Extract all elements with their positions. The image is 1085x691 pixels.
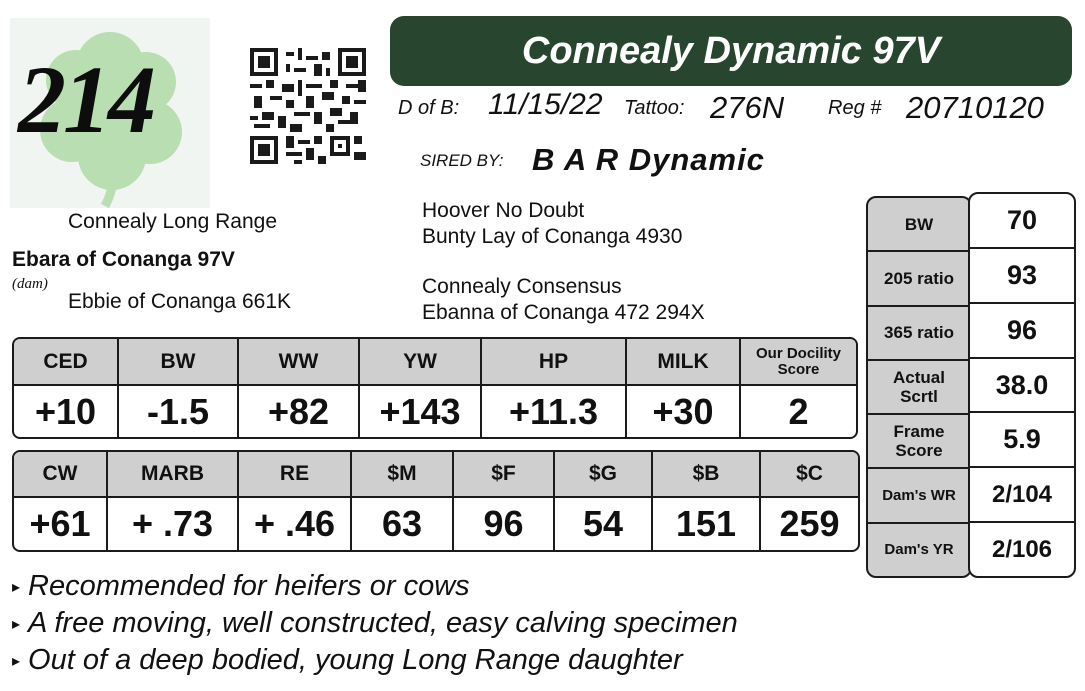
epd-header: RE	[239, 452, 352, 496]
note-text: A free moving, well constructed, easy calving specimen	[28, 607, 738, 639]
note-text: Recommended for heifers or cows	[28, 570, 470, 602]
epd-value: 96	[454, 498, 555, 550]
perf-value: 70	[970, 194, 1074, 249]
epd-value: +11.3	[482, 386, 627, 437]
epd-header: YW	[360, 339, 482, 384]
bullet-triangle-icon: ▸	[12, 578, 21, 596]
note-item	[12, 644, 683, 677]
epd-header: $B	[653, 452, 761, 496]
perf-value: 2/104	[970, 468, 1074, 523]
epd-header: MARB	[108, 452, 239, 496]
epd-header: CED	[14, 339, 119, 384]
dam-sire: Connealy Long Range	[68, 210, 277, 233]
epd-header: $C	[796, 462, 823, 485]
epd-value: 54	[555, 498, 653, 550]
sire-name: B A R Dynamic	[532, 142, 765, 177]
epd-value: +10	[14, 386, 119, 437]
epd-table-top	[12, 337, 858, 439]
bullet-triangle-icon: ▸	[12, 652, 21, 670]
perf-label: Dam's WR	[868, 469, 970, 523]
epd-header: MILK	[627, 339, 741, 384]
epd-value: +61	[14, 498, 108, 550]
perf-label: Actual Scrtl	[868, 361, 970, 415]
qr-code-icon	[250, 48, 366, 164]
epd-value: + .73	[108, 498, 239, 550]
perf-label: 365 ratio	[868, 307, 970, 361]
docility-header: Our Docility Score	[755, 344, 841, 378]
perf-value: 96	[970, 304, 1074, 359]
note-item	[12, 570, 470, 603]
sire-dam-sire: Connealy Consensus	[422, 275, 622, 298]
tattoo-label: Tattoo:	[624, 97, 685, 119]
perf-label: Frame Score	[868, 415, 970, 469]
sired-by-label: SIRED BY:	[420, 151, 504, 170]
epd-value: +143	[360, 386, 482, 437]
epd-bottom-value-row	[14, 498, 858, 550]
epd-value: 63	[352, 498, 454, 550]
bullet-triangle-icon: ▸	[12, 615, 21, 633]
epd-value: +30	[627, 386, 741, 437]
epd-value: + .46	[239, 498, 352, 550]
note-text: Out of a deep bodied, young Long Range daughter	[28, 644, 683, 676]
epd-bottom-header-row	[14, 452, 858, 498]
bull-name-banner	[390, 16, 1072, 86]
perf-value: 38.0	[970, 359, 1074, 414]
bull-name: Connealy Dynamic 97V	[521, 29, 941, 72]
docility-value: 2	[788, 390, 809, 432]
epd-header: CW	[14, 452, 108, 496]
epd-header: $F	[454, 452, 555, 496]
perf-label: 205 ratio	[868, 252, 970, 306]
tattoo-value: 276N	[710, 90, 785, 125]
reg-label: Reg #	[828, 97, 882, 119]
perf-value: 2/106	[991, 535, 1053, 563]
sire-dam-dam: Ebanna of Conanga 472 294X	[422, 301, 705, 324]
epd-table-bottom	[12, 450, 860, 552]
perf-value: 93	[970, 249, 1074, 304]
dam-label: (dam)	[12, 276, 48, 292]
epd-header: $G	[555, 452, 653, 496]
epd-value: 259	[779, 503, 840, 544]
dob-value: 11/15/22	[488, 88, 603, 121]
perf-label: BW	[868, 198, 970, 252]
epd-header: BW	[119, 339, 239, 384]
epd-header: HP	[482, 339, 627, 384]
dam-name: Ebara of Conanga 97V	[12, 248, 235, 271]
epd-value: -1.5	[119, 386, 239, 437]
perf-label: Dam's YR	[884, 541, 954, 559]
lot-number: 214	[18, 46, 153, 153]
epd-value: 151	[653, 498, 761, 550]
performance-values	[968, 192, 1076, 578]
dam-dam: Ebbie of Conanga 661K	[68, 290, 292, 313]
sire-dam: Bunty Lay of Conanga 4930	[422, 225, 683, 248]
epd-header: $M	[352, 452, 454, 496]
epd-top-header-row	[14, 339, 856, 386]
performance-labels	[866, 196, 972, 578]
note-item	[12, 607, 738, 640]
reg-value: 20710120	[906, 90, 1044, 125]
epd-top-value-row	[14, 386, 856, 437]
dob-label: D of B:	[398, 97, 460, 119]
perf-value: 5.9	[970, 413, 1074, 468]
epd-header: WW	[239, 339, 360, 384]
epd-value: +82	[239, 386, 360, 437]
sire-sire: Hoover No Doubt	[422, 199, 585, 222]
